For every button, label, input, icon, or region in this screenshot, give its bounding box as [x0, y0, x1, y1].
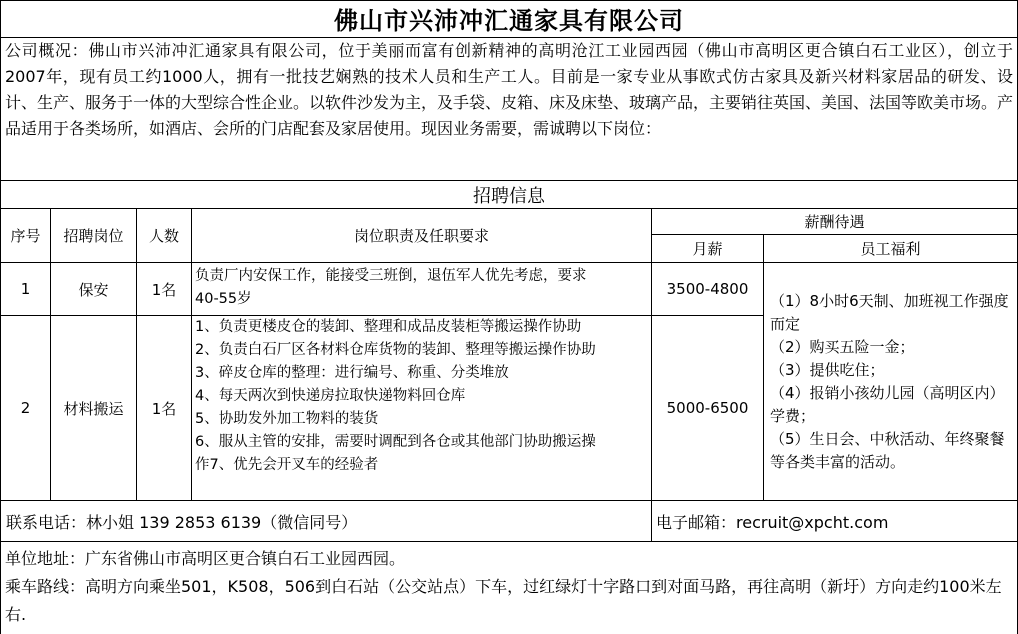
job-2-duty-line: 5、协助发外加工物料的装货 — [195, 411, 379, 427]
benefit-item: （4）报销小孩幼儿园（高明区内）学费； — [770, 383, 1005, 425]
benefit-item: （3）提供吃住； — [770, 360, 885, 379]
header-monthly: 月薪 — [692, 240, 723, 258]
company-intro: 公司概况：佛山市兴沛冲汇通家具有限公司，位于美丽而富有创新精神的高明沧江工业园西园（佛山市高明区更合镇白石工业区），创立于2007年，现有员工约1000人，拥有一批技艺娴熟的技术人员和生产工人。目前是一家专业从事欧式仿古家具及新兴材料家居品的研发、设计、生产、服务于一体的大型综合性企业。以软件沙发为主，及手袋、皮箱、床及床垫、玻璃产品，主要销往英国、美国、法国等欧美市场。产品适用于各类场所，如酒店、会所的门店配套及家居使用。现因业务需要，需诚聘以下岗位： — [5, 41, 1014, 138]
job-2-salary: 5000-6500 — [666, 399, 749, 417]
contact-email: 电子邮箱：recruit@xpcht.com — [656, 512, 889, 532]
job-1-duty-line: 40-55岁 — [195, 291, 252, 307]
job-2-duty-line: 4、每天两次到快递房拉取快递物料回仓库 — [195, 388, 466, 404]
job-2-duty-line: 1、负责更楼皮仓的装卸、整理和成品皮装柜等搬运操作协助 — [195, 319, 582, 335]
footer — [5, 545, 1013, 629]
job-2-duties — [192, 316, 651, 500]
header-duties: 岗位职责及任职要求 — [353, 227, 489, 245]
rule-after-contact — [0, 541, 1018, 542]
header-position: 招聘岗位 — [63, 227, 124, 245]
benefit-item: （2）购买五险一金； — [770, 337, 915, 356]
job-2-duty-line: 3、碎皮仓库的整理：进行编号、称重、分类堆放 — [195, 365, 509, 381]
header-no: 序号 — [10, 227, 41, 245]
job-2-no: 2 — [20, 399, 31, 417]
job-2-position: 材料搬运 — [63, 399, 124, 418]
job-2-duty-line: 作7、优先会开叉车的经验者 — [195, 457, 379, 473]
job-1-salary: 3500-4800 — [666, 280, 749, 298]
company-title: 佛山市兴沛冲汇通家具有限公司 — [334, 7, 684, 35]
section-title: 招聘信息 — [473, 185, 545, 207]
benefits-cell — [764, 263, 1017, 500]
header-salary-group: 薪酬待遇 — [804, 213, 865, 231]
benefit-item: （1）8小时6天制、加班视工作强度而定 — [770, 291, 1009, 333]
job-2-count: 1名 — [151, 399, 177, 418]
job-2-duty-line: 2、负责白石厂区各材料仓库货物的装卸、整理等搬运操作协助 — [195, 342, 596, 358]
benefit-item: （5）生日会、中秋活动、年终聚餐等各类丰富的活动。 — [770, 429, 1005, 471]
job-2-duty-line: 6、服从主管的安排，需要时调配到各仓或其他部门协助搬运操 — [195, 434, 596, 450]
address-text: 单位地址：广东省佛山市高明区更合镇白石工业园西园。 — [5, 549, 406, 568]
job-1-no: 1 — [20, 280, 31, 298]
header-benefits: 员工福利 — [860, 240, 921, 258]
benefits-list — [770, 290, 1013, 474]
contact-phone: 联系电话：林小姐 139 2853 6139（微信同号） — [6, 512, 358, 532]
job-1-duty-line: 负责厂内安保工作，能接受三班倒，退伍军人优先考虑，要求 — [195, 268, 587, 284]
header-count: 人数 — [148, 227, 179, 245]
job-1-position: 保安 — [78, 280, 109, 299]
job-1-count: 1名 — [151, 280, 177, 299]
route-text: 乘车路线：高明方向乘坐501，K508，506到白石站（公交站点）下车，过红绿灯十字路口到对面马路，再往高明（新圩）方向走约100米左右. — [5, 577, 1002, 624]
job-1-duties — [192, 265, 651, 315]
